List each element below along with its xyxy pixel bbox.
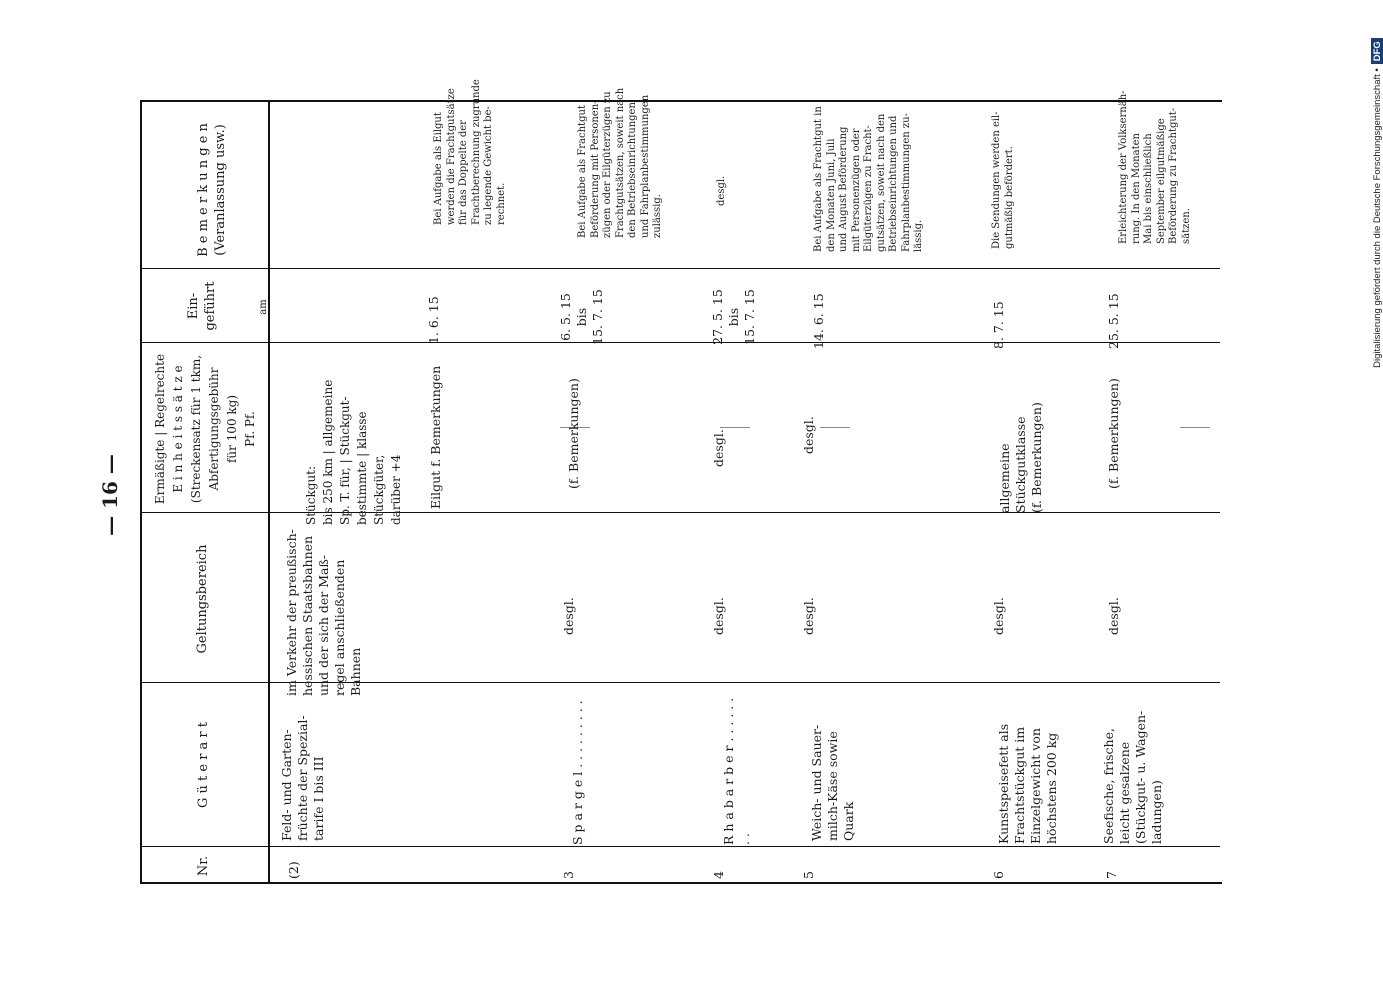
row-4-bemerkungen: desgl.: [716, 175, 727, 206]
row-5-gueterart: Weich- und Sauer- milch-Käse sowie Quark: [809, 724, 856, 841]
col-sep-bemerkungen: [142, 268, 1220, 269]
row-4-nr: 4: [711, 871, 726, 879]
header-bemerkungen: B e m e r k u n g e n (Veranlassung usw.): [196, 123, 228, 257]
row-5-bemerkungen: Bei Aufgabe als Frachtgut in den Monaten Juni, Juli und August Beförderung mit Personenzügen oder Eilgüterzügen zu Fracht- gutsätzen, soweit nach den Betriebseinrichtungen und Fahrplanbestimmungen zu- lässig.: [813, 106, 924, 252]
row-5-nr: 5: [801, 871, 816, 879]
digitization-text: Digitalisierung gefördert durch die Deutsche Forschungsgemeinschaft •: [1372, 68, 1383, 368]
row-7-bemerkungen: Erleichterung der Volksernäh- rung. In den Monaten Mai bis einschließlich September eilgutmäßige Beförderung zu Frachtgut- sätzen.: [1118, 90, 1192, 244]
header-nr: Nr.: [196, 855, 211, 877]
row-2b-bemerkungen: Bei Aufgabe als Eilgut werden die Frachtgutsätze für das Doppelte der Frachtberechnung zugrunde zu legende Gewicht be- rechnet.: [433, 79, 507, 225]
header-gueterart: G ü t e r a r t: [196, 722, 211, 809]
col-sep-eingefuehrt: [142, 342, 1220, 343]
page-number: — 16 —: [98, 454, 122, 536]
row-3-gueterart: S p a r g e l . . . . . . . . .: [570, 700, 585, 845]
header-eingefuehrt-am: am: [258, 299, 269, 315]
row-6-nr: 6: [991, 871, 1006, 879]
header-eingefuehrt: Ein- geführt: [186, 281, 218, 331]
row-5-geltungsbereich: desgl.: [801, 597, 816, 635]
row-3-nr: 3: [561, 871, 576, 879]
row-5-eingefuehrt: 14. 6. 15: [811, 293, 826, 349]
row-6-einheitssaetze: allgemeine Stückgutklasse (f. Bemerkungen): [997, 402, 1044, 513]
row-5-einheitssaetze: desgl.: [801, 416, 816, 454]
bottom-border: [142, 882, 1222, 884]
row-2-geltungsbereich: im Verkehr der preußisch- hessischen Staatsbahnen und der sich der Maß- regel anschließenden Bahnen: [284, 529, 363, 696]
row-3-geltungsbereich: desgl.: [561, 597, 576, 635]
row-2b-einheitssaetze: Eilgut f. Bemerkungen: [428, 365, 443, 509]
row-4-geltungsbereich: desgl.: [711, 597, 726, 635]
left-border: [140, 100, 142, 884]
top-border: [142, 100, 1222, 102]
row-4-gueterart: R h a b a r b e r . . . . . . . .: [721, 697, 752, 845]
row-3-eingefuehrt: 6. 5. 15 bis 15. 7. 15: [558, 289, 605, 345]
row-3-einheitssaetze: (f. Bemerkungen): [566, 378, 581, 489]
col-sep-gueterart: [142, 846, 1220, 847]
row-7-nr: 7: [1104, 871, 1119, 879]
row-2-gueterart: Feld- und Garten- früchte der Spezial- tarife I bis III: [279, 715, 326, 841]
header-geltungsbereich: Geltungsbereich: [195, 544, 210, 654]
row-7-einheitssaetze: (f. Bemerkungen): [1106, 378, 1121, 489]
row-7-geltungsbereich: desgl.: [1106, 597, 1121, 635]
header-einheitssaetze: Ermäßigte | Regelrechte E i n h e i t s s ä t z e (Streckensatz für 1 tkm, Abfertigungsgebühr für 100 kg) Pf. Pf.: [153, 353, 257, 505]
row-6-geltungsbereich: desgl.: [991, 597, 1006, 635]
row-2-einheitssaetze: Stückgut: bis 250 km | allgemeine Sp. T. für, | Stückgut- bestimmte | klasse Stückgüter, darüber +4: [304, 379, 403, 525]
row-7-gueterart: Seefische, frische, leicht gesalzene (Stückgut- u. Wagen- ladungen): [1101, 710, 1164, 844]
row-6-bemerkungen: Die Sendungen werden eil- gutmäßig befördert.: [991, 111, 1015, 249]
row-2-nr: (2): [286, 861, 301, 879]
row-3-bemerkungen: Bei Aufgabe als Frachtgut Beförderung mit Personen- zügen oder Eilgüterzügen zu Frachtgutsätzen, soweit nach den Betriebseinrichtungen und Fahrplanbestimmungen zulässig.: [577, 87, 663, 238]
row-4-einheitssaetze: desgl.: [711, 429, 726, 467]
row-2b-eingefuehrt: 1. 6. 15: [426, 296, 441, 344]
dfg-logo: DFG: [1371, 38, 1383, 64]
row-6-eingefuehrt: 8. 7. 15: [991, 301, 1006, 349]
row-7-eingefuehrt: 25. 5. 15: [1106, 293, 1121, 349]
tick-line: [1180, 427, 1210, 428]
row-4-eingefuehrt: 27. 5. 15 bis 15. 7. 15: [710, 289, 757, 345]
row-6-gueterart: Kunstspeisefett als Frachtstückgut im Einzelgewicht von höchstens 200 kg: [996, 723, 1059, 844]
tick-line: [820, 427, 850, 428]
